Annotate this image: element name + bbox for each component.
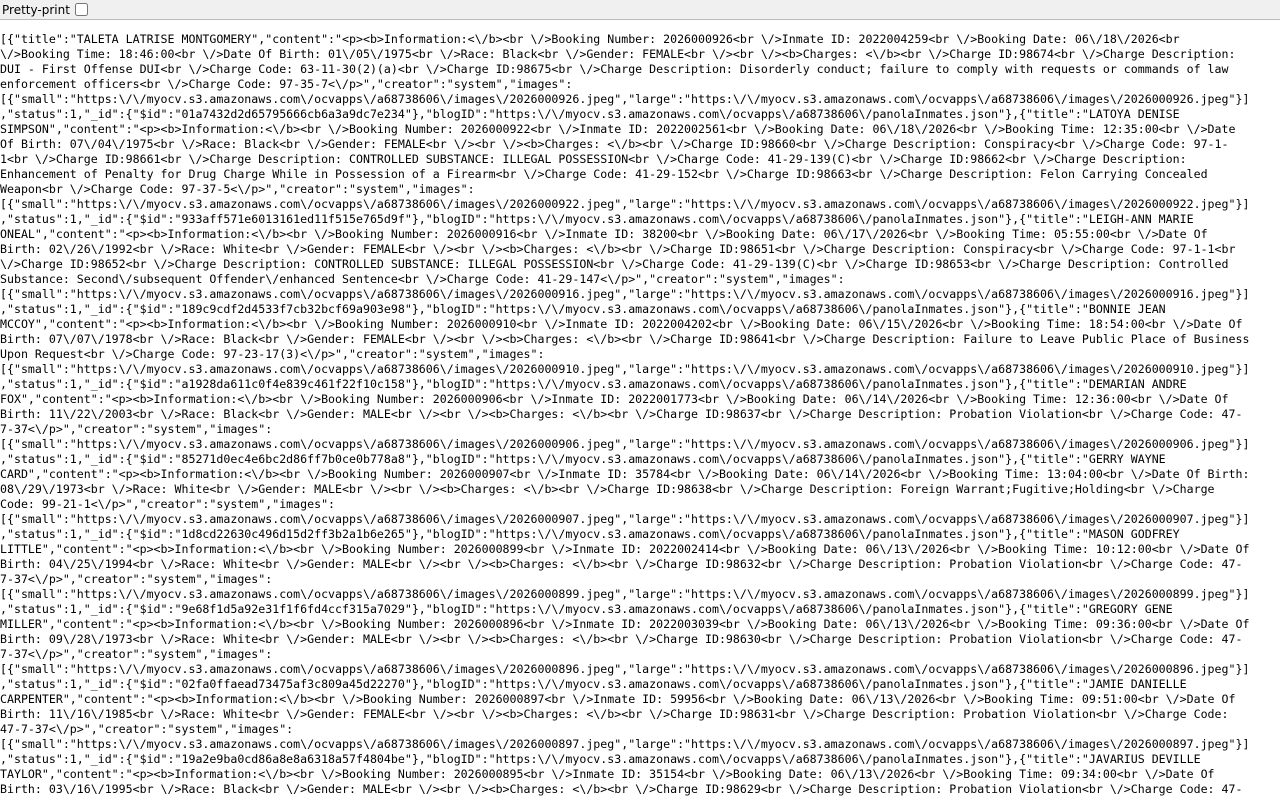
- raw-json-content: [0, 32, 1280, 800]
- raw-json-line: CARD","content":"<p><b>Information:<\/b><br \/>Booking Number: 2026000907<br \/>Inmate ID: 35784<br \/>Booking Date: 06\/14\/2026<br \/>Booking Time: 13:04:00<br \/>Date Of Birth:: [0, 467, 1250, 481]
- raw-json-line: Birth: 09\/28\/1973<br \/>Race: White<br \/>Gender: MALE<br \/><br \/><b>Charges: <\/b><br \/>Charge ID:98630<br \/>Charge Description: Probation Violation<br \/>Charge Code: 47-: [0, 632, 1243, 646]
- raw-json-line: ,"status":1,"_id":{"$id":"1d8cd22630c496d15d2ff3b2a1b6e265"},"blogID":"https:\/\/myocv.s3.amazonaws.com\/ocvapps\/a68738606\/panolaInmates.json"},{"title":"MASON GODFREY: [0, 527, 1180, 541]
- raw-json-line: ,"status":1,"_id":{"$id":"9e68f1d5a92e31f1f6fd4ccf315a7029"},"blogID":"https:\/\/myocv.s3.amazonaws.com\/ocvapps\/a68738606\/panolaInmates.json"},{"title":"GREGORY GENE: [0, 602, 1173, 616]
- raw-json-line: [{"small":"https:\/\/myocv.s3.amazonaws.com\/ocvapps\/a68738606\/images\/2026000899.jpeg","large":"https:\/\/myocv.s3.amazonaws.com\/ocvapps\/a68738606\/images\/2026000899.jpeg"}]: [0, 587, 1250, 601]
- pretty-print-toggle[interactable]: [2, 3, 88, 17]
- raw-json-line: 1<br \/>Charge ID:98661<br \/>Charge Description: CONTROLLED SUBSTANCE: ILLEGAL POSSESSION<br \/>Charge Code: 41-29-139(C)<br \/>Charge ID:98662<br \/>Charge Description:: [0, 152, 1187, 166]
- raw-json-line: ,"status":1,"_id":{"$id":"01a7432d2d65795666cb6a3a9dc7e234"},"blogID":"https:\/\/myocv.s3.amazonaws.com\/ocvapps\/a68738606\/panolaInmates.json"},{"title":"LATOYA DENISE: [0, 107, 1180, 121]
- raw-json-line: ,"status":1,"_id":{"$id":"19a2e9ba0cd86a8e8a6318a57f4804be"},"blogID":"https:\/\/myocv.s3.amazonaws.com\/ocvapps\/a68738606\/panolaInmates.json"},{"title":"JAVARIUS DEVILLE: [0, 752, 1201, 766]
- raw-json-line: Weapon<br \/>Charge Code: 97-37-5<\/p>","creator":"system","images":: [0, 182, 475, 196]
- raw-json-line: 7-37<\/p>","creator":"system","images":: [0, 572, 273, 586]
- raw-json-line: 08\/29\/1973<br \/>Race: White<br \/>Gender: MALE<br \/><br \/><b>Charges: <\/b><br \/>Charge ID:98638<br \/>Charge Description: Foreign Warrant;Fugitive;Holding<br \/>Charge: [0, 482, 1215, 496]
- pretty-print-label: Pretty-print: [2, 2, 70, 17]
- raw-json-line: Enhancement of Penalty for Drug Charge While in Possession of a Firearm<br \/>Charge Code: 41-29-152<br \/>Charge ID:98663<br \/>Charge Description: Felon Carrying Concealed: [0, 167, 1208, 181]
- raw-json-line: [{"small":"https:\/\/myocv.s3.amazonaws.com\/ocvapps\/a68738606\/images\/2026000897.jpeg","large":"https:\/\/myocv.s3.amazonaws.com\/ocvapps\/a68738606\/images\/2026000897.jpeg"}]: [0, 737, 1250, 751]
- raw-json-line: Birth: 02\/26\/1992<br \/>Race: White<br \/>Gender: FEMALE<br \/><br \/><b>Charges: <\/b><br \/>Charge ID:98651<br \/>Charge Description: Conspiracy<br \/>Charge Code: 97-1-1<br: [0, 242, 1236, 256]
- raw-json-line: Code: 99-21-1<\/p>","creator":"system","images":: [0, 497, 336, 511]
- raw-json-line: ONEAL","content":"<p><b>Information:<\/b><br \/>Booking Number: 2026000916<br \/>Inmate ID: 38200<br \/>Booking Date: 06\/17\/2026<br \/>Booking Time: 05:55:00<br \/>Date Of: [0, 227, 1208, 241]
- raw-json-line: Upon Request<br \/>Charge Code: 97-23-17(3)<\/p>","creator":"system","images":: [0, 347, 545, 361]
- raw-json-line: SIMPSON","content":"<p><b>Information:<\/b><br \/>Booking Number: 2026000922<br \/>Inmate ID: 2022002561<br \/>Booking Date: 06\/18\/2026<br \/>Booking Time: 12:35:00<br \/>Date: [0, 122, 1236, 136]
- raw-json-line: [{"small":"https:\/\/myocv.s3.amazonaws.com\/ocvapps\/a68738606\/images\/2026000906.jpeg","large":"https:\/\/myocv.s3.amazonaws.com\/ocvapps\/a68738606\/images\/2026000906.jpeg"}]: [0, 437, 1250, 451]
- raw-json-line: ,"status":1,"_id":{"$id":"933aff571e6013161ed11f515e765d9f"},"blogID":"https:\/\/myocv.s3.amazonaws.com\/ocvapps\/a68738606\/panolaInmates.json"},{"title":"LEIGH-ANN MARIE: [0, 212, 1194, 226]
- raw-json-line: 47-7-37<\/p>","creator":"system","images":: [0, 722, 294, 736]
- raw-json-line: 7-37<\/p>","creator":"system","images":: [0, 422, 273, 436]
- raw-json-line: FOX","content":"<p><b>Information:<\/b><br \/>Booking Number: 2026000906<br \/>Inmate ID: 2022001773<br \/>Booking Date: 06\/14\/2026<br \/>Booking Time: 12:36:00<br \/>Date Of: [0, 392, 1229, 406]
- raw-json-line: ,"status":1,"_id":{"$id":"a1928da611c0f4e839c461f22f10c158"},"blogID":"https:\/\/myocv.s3.amazonaws.com\/ocvapps\/a68738606\/panolaInmates.json"},{"title":"DEMARIAN ANDRE: [0, 377, 1187, 391]
- raw-json-line: MCCOY","content":"<p><b>Information:<\/b><br \/>Booking Number: 2026000910<br \/>Inmate ID: 2022004202<br \/>Booking Date: 06\/15\/2026<br \/>Booking Time: 18:54:00<br \/>Date Of: [0, 317, 1243, 331]
- raw-json-line: [{"small":"https:\/\/myocv.s3.amazonaws.com\/ocvapps\/a68738606\/images\/2026000926.jpeg","large":"https:\/\/myocv.s3.amazonaws.com\/ocvapps\/a68738606\/images\/2026000926.jpeg"}]: [0, 92, 1250, 106]
- raw-json-line: LITTLE","content":"<p><b>Information:<\/b><br \/>Booking Number: 2026000899<br \/>Inmate ID: 2022002414<br \/>Booking Date: 06\/13\/2026<br \/>Booking Time: 10:12:00<br \/>Date Of: [0, 542, 1250, 556]
- raw-json-line: MILLER","content":"<p><b>Information:<\/b><br \/>Booking Number: 2026000896<br \/>Inmate ID: 2022003039<br \/>Booking Date: 06\/13\/2026<br \/>Booking Time: 09:36:00<br \/>Date Of: [0, 617, 1250, 631]
- raw-json-line: enforcement officers<br \/>Charge Code: 97-35-7<\/p>","creator":"system","images":: [0, 77, 573, 91]
- raw-json-line: Birth: 11\/16\/1985<br \/>Race: White<br \/>Gender: FEMALE<br \/><br \/><b>Charges: <\/b><br \/>Charge ID:98631<br \/>Charge Description: Probation Violation<br \/>Charge Code:: [0, 707, 1229, 721]
- raw-json-line: Birth: 07\/07\/1978<br \/>Race: Black<br \/>Gender: FEMALE<br \/><br \/><b>Charges: <\/b><br \/>Charge ID:98641<br \/>Charge Description: Failure to Leave Public Place of Business: [0, 332, 1250, 346]
- raw-json-line: DUI - First Offense DUI<br \/>Charge Code: 63-11-30(2)(a)<br \/>Charge ID:98675<br \/>Charge Description: Disorderly conduct; failure to comply with requests or commands of law: [0, 62, 1229, 76]
- pretty-print-toolbar: [0, 0, 1280, 20]
- raw-json-line: Birth: 04\/25\/1994<br \/>Race: White<br \/>Gender: MALE<br \/><br \/><b>Charges: <\/b><br \/>Charge ID:98632<br \/>Charge Description: Probation Violation<br \/>Charge Code: 47-: [0, 557, 1243, 571]
- raw-json-line: TAYLOR","content":"<p><b>Information:<\/b><br \/>Booking Number: 2026000895<br \/>Inmate ID: 35154<br \/>Booking Date: 06\/13\/2026<br \/>Booking Time: 09:34:00<br \/>Date Of: [0, 767, 1215, 781]
- raw-json-line: [{"small":"https:\/\/myocv.s3.amazonaws.com\/ocvapps\/a68738606\/images\/2026000896.jpeg","large":"https:\/\/myocv.s3.amazonaws.com\/ocvapps\/a68738606\/images\/2026000896.jpeg"}]: [0, 662, 1250, 676]
- raw-json-line: CARPENTER","content":"<p><b>Information:<\/b><br \/>Booking Number: 2026000897<br \/>Inmate ID: 59956<br \/>Booking Date: 06\/13\/2026<br \/>Booking Time: 09:51:00<br \/>Date Of: [0, 692, 1236, 706]
- raw-json-line: [{"small":"https:\/\/myocv.s3.amazonaws.com\/ocvapps\/a68738606\/images\/2026000922.jpeg","large":"https:\/\/myocv.s3.amazonaws.com\/ocvapps\/a68738606\/images\/2026000922.jpeg"}]: [0, 197, 1250, 211]
- raw-json-line: 7-37<\/p>","creator":"system","images":: [0, 647, 273, 661]
- raw-json-line: ,"status":1,"_id":{"$id":"85271d0ec4e6bc2d86ff7b0ce0b778a8"},"blogID":"https:\/\/myocv.s3.amazonaws.com\/ocvapps\/a68738606\/panolaInmates.json"},{"title":"GERRY WAYNE: [0, 452, 1166, 466]
- raw-json-line: [{"small":"https:\/\/myocv.s3.amazonaws.com\/ocvapps\/a68738606\/images\/2026000916.jpeg","large":"https:\/\/myocv.s3.amazonaws.com\/ocvapps\/a68738606\/images\/2026000916.jpeg"}]: [0, 287, 1250, 301]
- raw-json-line: \/>Booking Time: 18:46:00<br \/>Date Of Birth: 01\/05\/1975<br \/>Race: Black<br \/>Gender: FEMALE<br \/><br \/><b>Charges: <\/b><br \/>Charge ID:98674<br \/>Charge Description:: [0, 47, 1236, 61]
- raw-json-line: Birth: 11\/22\/2003<br \/>Race: Black<br \/>Gender: MALE<br \/><br \/><b>Charges: <\/b><br \/>Charge ID:98637<br \/>Charge Description: Probation Violation<br \/>Charge Code: 47-: [0, 407, 1243, 421]
- raw-json-line: Substance: Second\/subsequent Offender\/enhanced Sentence<br \/>Charge Code: 41-29-147<\/p>","creator":"system","images":: [0, 272, 845, 286]
- raw-json-line: ,"status":1,"_id":{"$id":"189c9cdf2d4533f7cb32bcf69a903e98"},"blogID":"https:\/\/myocv.s3.amazonaws.com\/ocvapps\/a68738606\/panolaInmates.json"},{"title":"BONNIE JEAN: [0, 302, 1166, 316]
- raw-json-line: [{"small":"https:\/\/myocv.s3.amazonaws.com\/ocvapps\/a68738606\/images\/2026000910.jpeg","large":"https:\/\/myocv.s3.amazonaws.com\/ocvapps\/a68738606\/images\/2026000910.jpeg"}]: [0, 362, 1250, 376]
- raw-json-line: Of Birth: 07\/04\/1975<br \/>Race: Black<br \/>Gender: FEMALE<br \/><br \/><b>Charges: <\/b><br \/>Charge ID:98660<br \/>Charge Description: Conspiracy<br \/>Charge Code: 97-1-: [0, 137, 1229, 151]
- raw-json-line: \/>Charge ID:98652<br \/>Charge Description: CONTROLLED SUBSTANCE: ILLEGAL POSSESSION<br \/>Charge Code: 41-29-139(C)<br \/>Charge ID:98653<br \/>Charge Description: Controlled: [0, 257, 1229, 271]
- raw-json-line: Birth: 03\/16\/1995<br \/>Race: Black<br \/>Gender: MALE<br \/><br \/><b>Charges: <\/b><br \/>Charge ID:98629<br \/>Charge Description: Probation Violation<br \/>Charge Code: 47-: [0, 782, 1243, 796]
- raw-json-line: ,"status":1,"_id":{"$id":"02fa0ffaead73475af3c809a45d22270"},"blogID":"https:\/\/myocv.s3.amazonaws.com\/ocvapps\/a68738606\/panolaInmates.json"},{"title":"JAMIE DANIELLE: [0, 677, 1187, 691]
- raw-json-line: [{"small":"https:\/\/myocv.s3.amazonaws.com\/ocvapps\/a68738606\/images\/2026000907.jpeg","large":"https:\/\/myocv.s3.amazonaws.com\/ocvapps\/a68738606\/images\/2026000907.jpeg"}]: [0, 512, 1250, 526]
- pretty-print-checkbox[interactable]: [75, 3, 88, 16]
- raw-json-line: [{"title":"TALETA LATRISE MONTGOMERY","content":"<p><b>Information:<\/b><br \/>Booking Number: 2026000926<br \/>Inmate ID: 2022004259<br \/>Booking Date: 06\/18\/2026<br: [0, 32, 1180, 46]
